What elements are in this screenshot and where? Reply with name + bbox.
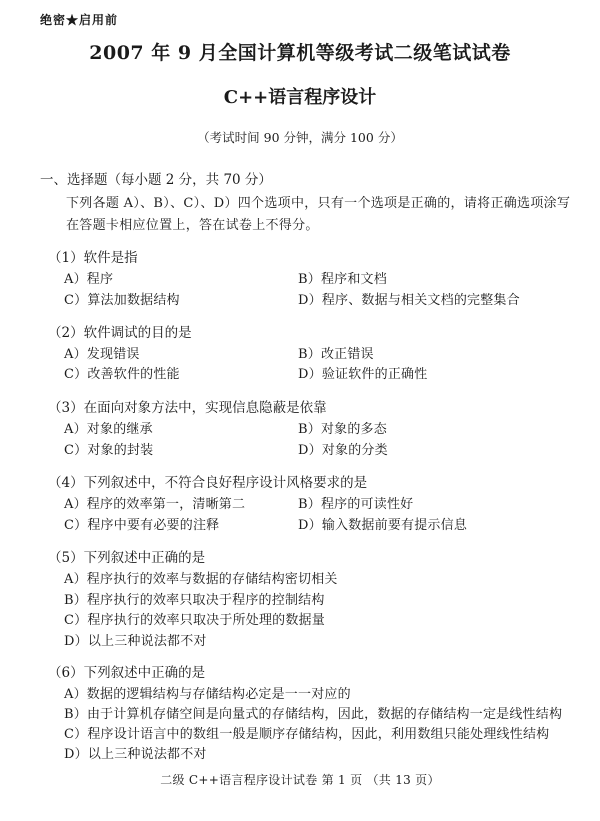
- option-d: D）以上三种说法都不对: [64, 747, 207, 762]
- section-heading: 一、选择题（每小题 2 分，共 70 分）: [40, 172, 272, 188]
- option-a: A）程序执行的效率与数据的存储结构密切相关: [64, 572, 338, 587]
- option-b: B）由于计算机存储空间是向量式的存储结构，因此，数据的存储结构一定是线性结构: [64, 707, 563, 722]
- question-stem: （4）下列叙述中，不符合良好程序设计风格要求的是: [48, 475, 368, 491]
- secret-mark: 绝密★启用前: [40, 13, 119, 27]
- option-d: D）对象的分类: [298, 443, 388, 458]
- option-a: A）发现错误: [64, 347, 140, 362]
- question-stem: （3）在面向对象方法中，实现信息隐蔽是依靠: [48, 400, 327, 416]
- option-a: A）数据的逻辑结构与存储结构必定是一一对应的: [64, 687, 351, 702]
- option-b: B）改正错误: [298, 347, 374, 362]
- option-b: B）对象的多态: [298, 422, 387, 437]
- option-b: B）程序的可读性好: [298, 497, 414, 512]
- option-c: C）程序中要有必要的注释: [64, 518, 220, 533]
- option-c: C）对象的封装: [64, 443, 154, 458]
- instruction-line-1: 下列各题 A）、B）、C）、D）四个选项中，只有一个选项是正确的，请将正确选项涂写: [66, 196, 571, 211]
- option-d: D）以上三种说法都不对: [64, 634, 207, 649]
- question-stem: （2）软件调试的目的是: [48, 325, 192, 341]
- question-stem: （1）软件是指: [48, 250, 138, 266]
- option-d: D）输入数据前要有提示信息: [298, 518, 468, 533]
- question-stem: （6）下列叙述中正确的是: [48, 665, 206, 681]
- option-b: B）程序和文档: [298, 272, 387, 287]
- option-c: C）改善软件的性能: [64, 367, 180, 382]
- option-c: C）程序执行的效率只取决于所处理的数据量: [64, 613, 325, 628]
- option-d: D）程序、数据与相关文档的完整集合: [298, 293, 520, 308]
- option-a: A）程序的效率第一，清晰第二: [64, 497, 246, 512]
- option-d: D）验证软件的正确性: [298, 367, 428, 382]
- exam-title: 2007 年 9 月全国计算机等级考试二级笔试试卷: [89, 42, 511, 64]
- page-footer: 二级 C++语言程序设计试卷 第 1 页 （共 13 页）: [160, 773, 440, 787]
- option-c: C）程序设计语言中的数组一般是顺序存储结构，因此，利用数组只能处理线性结构: [64, 727, 550, 742]
- option-c: C）算法加数据结构: [64, 293, 180, 308]
- exam-subtitle: C++语言程序设计: [223, 87, 377, 108]
- option-a: A）程序: [64, 272, 114, 287]
- option-b: B）程序执行的效率只取决于程序的控制结构: [64, 593, 325, 608]
- question-stem: （5）下列叙述中正确的是: [48, 550, 206, 566]
- option-a: A）对象的继承: [64, 422, 153, 437]
- instruction-line-2: 在答题卡相应位置上，答在试卷上不得分。: [66, 218, 319, 233]
- exam-note: （考试时间 90 分钟，满分 100 分）: [197, 130, 403, 145]
